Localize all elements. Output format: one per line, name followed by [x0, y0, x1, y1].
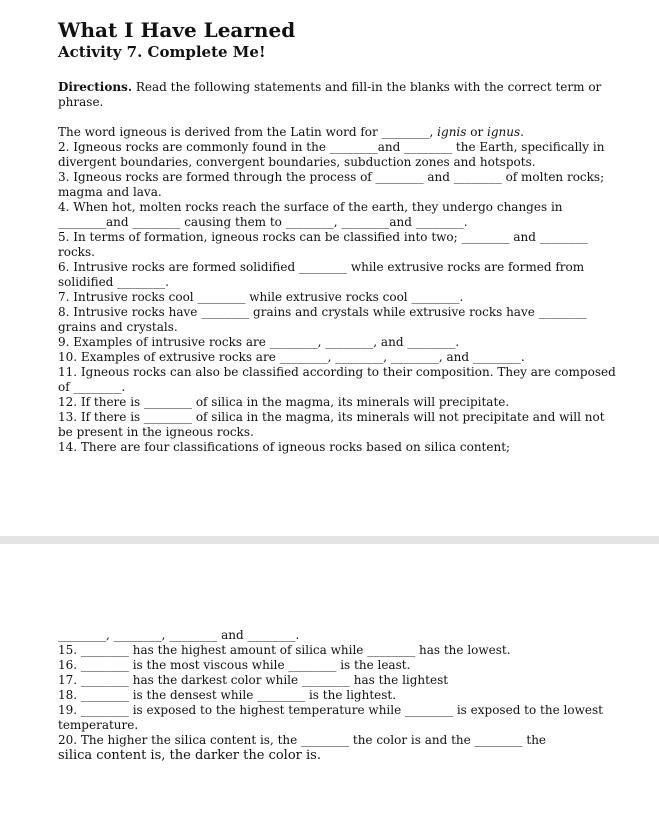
question-20: 20. The higher the silica content is, the ________ the color is and the ________ the: [58, 733, 547, 747]
question-5: 5. In terms of formation, igneous rocks can be classified into two; ________ and ________ rocks.: [58, 230, 588, 259]
question-12: 12. If there is ________ of silica in the magma, its minerals will precipitate.: [58, 395, 510, 409]
question-14: 14. There are four classifications of igneous rocks based on silica content;: [58, 440, 511, 454]
question-18: 18. ________ is the densest while ________ is the lightest.: [58, 688, 397, 702]
question-1-or: or: [466, 125, 488, 139]
question-1-text: The word igneous is derived from the Latin word for ________,: [58, 125, 438, 139]
question-3: 3. Igneous rocks are formed through the process of ________ and ________ of molten rocks; magma and lava.: [58, 170, 605, 199]
question-15: 15. ________ has the highest amount of silica while ________ has the lowest.: [58, 643, 511, 657]
page-title: What I Have Learned: [58, 18, 296, 42]
latin-word-ignis: ignis: [437, 125, 467, 139]
question-1: [58, 125, 618, 140]
worksheet-page-2: [0, 544, 659, 826]
question-list: [58, 125, 618, 455]
question-2: 2. Igneous rocks are commonly found in the ________and ________ the Earth, specifically in divergent boundaries, convergent boundaries, subduction zones and hotspots.: [58, 140, 605, 169]
directions-label: Directions.: [58, 80, 132, 94]
question-19: 19. ________ is exposed to the highest temperature while ________ is exposed to the lowest temperature.: [58, 703, 603, 732]
question-14-continued: ________, ________, ________ and ________.: [58, 628, 300, 642]
question-10: 10. Examples of extrusive rocks are ________, ________, ________, and ________.: [58, 350, 525, 364]
question-20-continued: silica content is, the darker the color is.: [58, 748, 321, 763]
question-9: 9. Examples of intrusive rocks are ________, ________, and ________.: [58, 335, 460, 349]
question-11: 11. Igneous rocks can also be classified according to their composition. They are composed of ________.: [58, 365, 616, 394]
question-17: 17. ________ has the darkest color while ________ has the lightest: [58, 673, 449, 687]
question-4: 4. When hot, molten rocks reach the surface of the earth, they undergo changes in ________and ________ causing them to ________, ________and ________.: [58, 200, 563, 229]
latin-word-ignus: ignus: [487, 125, 521, 139]
question-1-end: .: [520, 125, 524, 139]
question-13: 13. If there is ________ of silica in the magma, its minerals will not precipitate and will not be present in the igneous rocks.: [58, 410, 605, 439]
activity-subtitle: Activity 7. Complete Me!: [58, 43, 266, 61]
directions-text: Read the following statements and fill-in the blanks with the correct term or phrase.: [58, 80, 602, 109]
question-8: 8. Intrusive rocks have ________ grains and crystals while extrusive rocks have ________ grains and crystals.: [58, 305, 587, 334]
question-7: 7. Intrusive rocks cool ________ while extrusive rocks cool ________.: [58, 290, 464, 304]
directions: [58, 80, 618, 110]
page-divider: [0, 536, 659, 544]
question-6: 6. Intrusive rocks are formed solidified ________ while extrusive rocks are formed from solidified ________.: [58, 260, 585, 289]
question-16: 16. ________ is the most viscous while ________ is the least.: [58, 658, 411, 672]
question-list-continued: [58, 628, 618, 764]
